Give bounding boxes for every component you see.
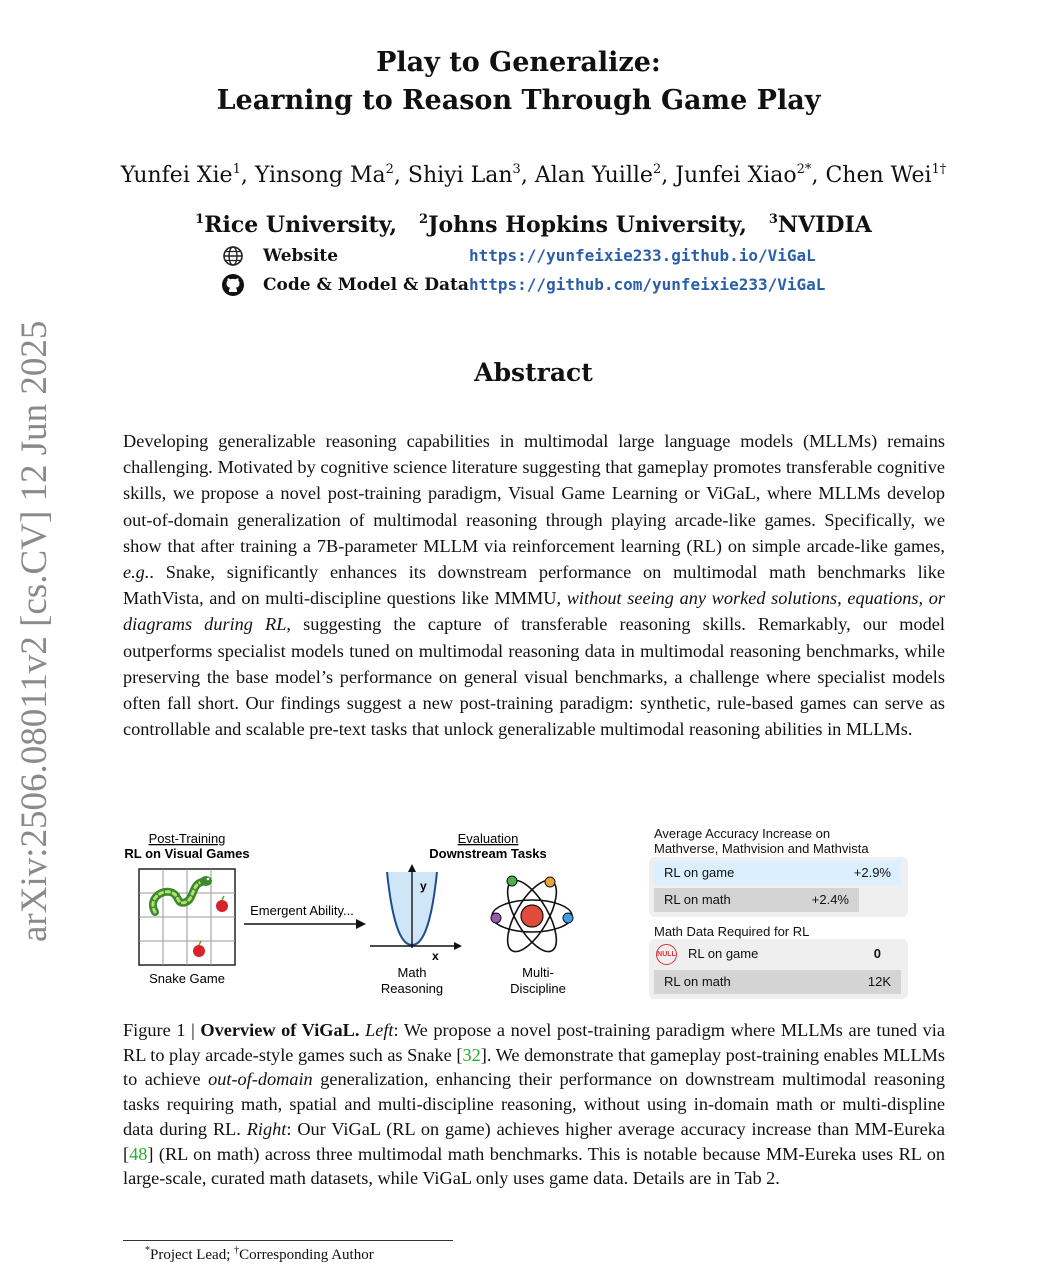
- accuracy-title-line-1: Average Accuracy Increase on: [654, 826, 831, 841]
- figure-diagram: [120, 820, 620, 1005]
- caption-text: ]. We demonstrate that gameplay post-training enables MLLMs to achieve: [123, 1044, 945, 1090]
- atom-icon: [491, 873, 573, 958]
- arrow-label: Emergent Ability...: [250, 903, 354, 918]
- parabola-plot: [370, 864, 462, 950]
- snake-eye: [207, 878, 210, 881]
- abstract-text: . Snake, significantly enhances its downstream performance on multimodal math benchmarks like MathVista, and on multi-discipline questions like MMMU,: [123, 562, 945, 609]
- figure-caption: [123, 1018, 945, 1191]
- abstract-text: , suggesting the capture of transferable reasoning skills. Remarkably, our model outperforms specialist models tuned on multimodal reasoning data in multimodal reasoning benchmarks, while preserving the base model’s performance on general visual benchmarks, a challenge where specialist models often fall short. Our findings suggest a new post-training paradigm: synthetic, rule-based games can serve as controllable and scalable pre-text tasks that unlock generalizable multimodal reasoning abilities in MLLMs.: [123, 614, 945, 740]
- data-row-value: 12K: [867, 974, 891, 989]
- footnote: [145, 1247, 374, 1264]
- caption-left: Left: [365, 1020, 394, 1040]
- accuracy-bar-rl-math: [654, 888, 859, 912]
- affiliation: NVIDIA: [777, 212, 872, 238]
- paper-title-line-1: Play to Generalize:: [376, 47, 661, 78]
- affiliation: Johns Hopkins University,: [428, 212, 747, 238]
- author: Yunfei Xie: [120, 163, 233, 188]
- data-row-rl-game: [654, 942, 901, 968]
- abstract-eg: e.g.: [123, 562, 150, 583]
- bar-label: RL on math: [664, 892, 731, 907]
- abstract-text: Developing generalizable reasoning capabilities in multimodal large language models (MLLMs) remains challenging. Motivated by cognitive science literature suggesting that gameplay promotes transferable cognitive skills, we propose a novel post-training paradigm, Visual Game Learning or ViGaL, where MLLMs develop out-of-domain generalization of multimodal reasoning through playing arcade-like games. Specifically, we show that after training a 7B-parameter MLLM via reinforcement learning (RL) on simple arcade-like games,: [123, 431, 945, 556]
- caption-text: generalization, enhancing their performance on downstream multimodal reasoning tasks requiring math, spatial and multi-discipline reasoning, without using in-domain math or multi-displine data during RL.: [123, 1069, 945, 1139]
- axis-x-label: x: [432, 949, 439, 963]
- author-mark: 1†: [931, 162, 947, 177]
- author: Shiyi Lan: [407, 163, 513, 188]
- axis-y-label: y: [420, 879, 427, 893]
- accuracy-bars-box: [649, 857, 908, 917]
- multi-label-line-2: Discipline: [510, 981, 566, 996]
- accuracy-title-line-2: Mathverse, Mathvision and Mathvista: [654, 841, 869, 856]
- accuracy-bar-rl-game: [654, 861, 901, 885]
- author: Yinsong Ma: [254, 163, 386, 188]
- null-icon: NULL: [656, 944, 677, 965]
- caption-prefix: Figure 1 |: [123, 1020, 201, 1040]
- data-row-label: RL on math: [664, 974, 731, 989]
- citation-link[interactable]: 32: [462, 1044, 481, 1065]
- caption-bold: Overview of ViGaL.: [200, 1020, 360, 1040]
- affiliation-list: [0, 212, 1037, 238]
- affiliation: Rice University,: [204, 212, 398, 238]
- footnote-text: Project Lead;: [150, 1247, 235, 1263]
- abstract-emphasis: without seeing any worked solutions, equations, or diagrams during RL: [123, 588, 945, 635]
- footnote-text: Corresponding Author: [239, 1247, 374, 1263]
- author-mark: 2: [652, 162, 662, 177]
- accuracy-panel: [654, 826, 914, 856]
- author-mark: 2*: [796, 162, 812, 177]
- math-label-line-2: Reasoning: [380, 981, 444, 996]
- footnote-rule: [123, 1240, 453, 1241]
- snake-grid: [139, 869, 235, 965]
- bar-value: +2.4%: [811, 892, 849, 907]
- snake-head: [200, 876, 212, 886]
- author-mark: 3: [512, 162, 521, 177]
- author-mark: 1: [232, 162, 241, 177]
- bar-value: +2.9%: [853, 865, 891, 880]
- author: Alan Yuille: [534, 163, 653, 188]
- bar-label: RL on game: [664, 865, 735, 880]
- caption-text: : Our ViGaL (RL on game) achieves higher average accuracy increase than MM-Eureka [: [123, 1118, 945, 1164]
- caption-right: Right: [246, 1118, 287, 1139]
- abstract-body: [123, 428, 945, 742]
- paper-title-line-2: Learning to Reason Through Game Play: [216, 85, 821, 116]
- data-row-label: RL on game: [688, 946, 759, 961]
- author: Chen Wei: [825, 163, 932, 188]
- data-row-rl-math: [654, 970, 901, 994]
- data-required-title: Math Data Required for RL: [654, 924, 810, 939]
- author: Junfei Xiao: [675, 163, 797, 188]
- post-training-title: Post-Training: [148, 831, 226, 846]
- author-list: Yunfei Xie$^1$, Yinsong Ma$^2$, Shiyi Lan$^3$, Alan Yuille$^2$, Junfei Xiao$^{2*}$, Chen Wei$^{1\dagger}$: [120, 162, 947, 188]
- footnote-mark: †: [234, 1245, 240, 1256]
- evaluation-title: Evaluation: [457, 831, 519, 846]
- globe-icon: [221, 244, 245, 268]
- data-row-value: 0: [873, 946, 881, 961]
- multi-label-line-1: Multi-: [522, 965, 554, 980]
- arrow-head: [356, 919, 366, 929]
- snake-game-label: Snake Game: [149, 971, 225, 986]
- affiliation-mark: 3: [768, 212, 778, 227]
- affiliation-mark: 2: [419, 212, 429, 227]
- affiliation-mark: 1: [195, 212, 205, 227]
- caption-text: : We propose a novel post-training paradigm where MLLMs are tuned via RL to play arcade-style games such as Snake [: [123, 1020, 945, 1065]
- footnote-mark: *: [145, 1245, 150, 1256]
- github-icon: [221, 273, 245, 297]
- evaluation-subtitle: Downstream Tasks: [429, 846, 547, 861]
- citation-link[interactable]: 48: [129, 1143, 148, 1164]
- code-link[interactable]: https://github.com/yunfeixie233/ViGaL: [469, 275, 826, 294]
- code-label: Code & Model & Data: [263, 275, 469, 295]
- author-mark: 2: [385, 162, 394, 177]
- caption-emphasis: out-of-domain: [208, 1069, 313, 1090]
- arxiv-sidebar-stamp: arXiv:2506.08011v2 [cs.CV] 12 Jun 2025: [14, 320, 55, 942]
- abstract-heading: Abstract: [474, 358, 593, 387]
- website-link[interactable]: https://yunfeixie233.github.io/ViGaL: [469, 246, 816, 265]
- caption-text: ] (RL on math) across three multimodal math benchmarks. This is notable because MM-Eureka uses RL on large-scale, curated math datasets, while ViGaL only uses game data. Details are in Tab 2.: [123, 1143, 945, 1189]
- website-label: Website: [263, 246, 339, 266]
- data-required-box: [649, 939, 908, 999]
- post-training-subtitle: RL on Visual Games: [124, 846, 250, 861]
- math-label-line-1: Math: [397, 965, 427, 980]
